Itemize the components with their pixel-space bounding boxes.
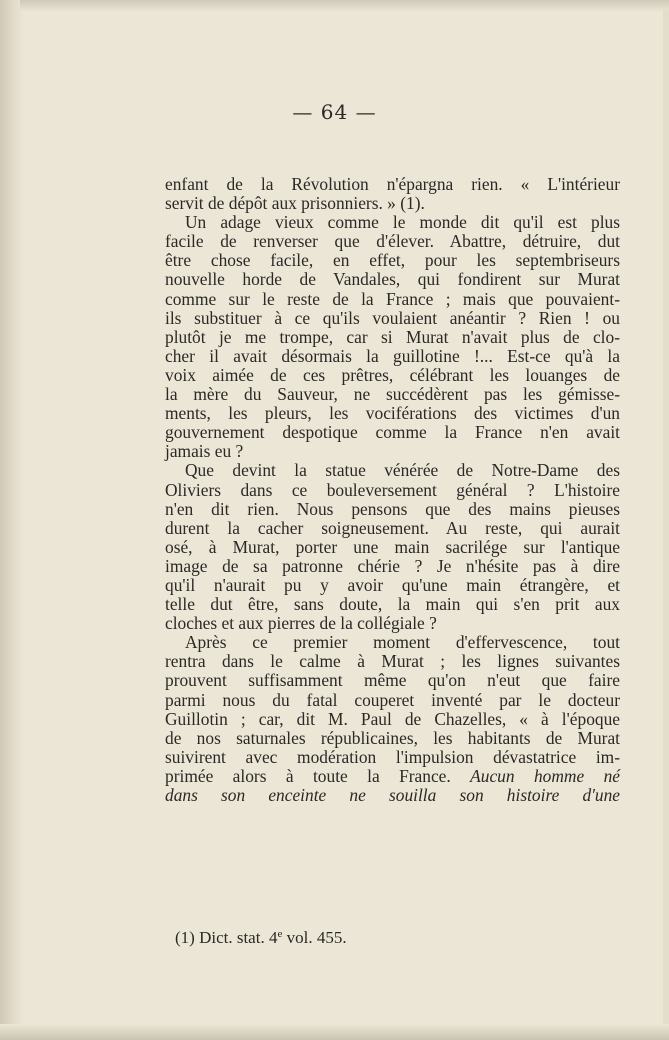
text-line: ments, les pleurs, les vociférations des victimes d'un xyxy=(165,403,620,424)
page-top-edge xyxy=(20,0,669,12)
text-line: rentra dans le calme à Murat ; les lignes suivantes xyxy=(165,651,620,672)
text-line: Un adage vieux comme le monde dit qu'il est plus xyxy=(185,212,620,233)
text-line-mixed xyxy=(165,767,620,786)
text-line: Guillotin ; car, dit M. Paul de Chazelles, « à l'époque xyxy=(165,708,620,729)
text-line: Après ce premier moment d'effervescence, tout xyxy=(185,632,620,653)
text-line: enfant de la Révolution n'épargna rien. « L'intérieur xyxy=(165,174,620,194)
text-line: qu'il n'aurait pu y avoir qu'une main étrangère, et xyxy=(165,574,620,595)
text-line: cher il avait désormais la guillotine !... Est-ce qu'à la xyxy=(165,345,620,366)
footnote-text: (1) Dict. stat. 4 xyxy=(175,928,278,947)
footnote-suffix: vol. 455. xyxy=(282,928,347,947)
text-line: facile de renverser que d'élever. Abattre, détruire, dut xyxy=(165,231,620,252)
text-line-italic xyxy=(165,786,620,805)
text-line: comme sur le reste de la France ; mais que pouvaient- xyxy=(165,288,620,309)
text-line: nouvelle horde de Vandales, qui fondirent sur Murat xyxy=(165,269,620,290)
text-line: la mère du Sauveur, ne succédèrent pas les gémisse- xyxy=(165,384,620,405)
page-spine-shadow xyxy=(0,0,24,1040)
italic-segment: dans son enceinte ne souilla son histoire d'une xyxy=(165,785,620,805)
text-line: telle dut être, sans doute, la main qui s'en prit aux xyxy=(165,594,620,615)
text-line: gouvernement despotique comme la France n'en avait xyxy=(165,422,620,443)
page-number: — 64 — xyxy=(292,100,377,124)
italic-segment: Aucun homme né xyxy=(470,765,620,786)
text-line: parmi nous du fatal couperet inventé par le docteur xyxy=(165,689,620,710)
text-line: de nos saturnales républicaines, les habitants de Murat xyxy=(165,727,620,748)
text-line: Oliviers dans ce bouleversement général ? L'histoire xyxy=(165,479,620,500)
text-line: image de sa patronne chérie ? Je n'hésite pas à dire xyxy=(165,555,620,576)
text-line: voix aimée de ces prêtres, célébrant les louanges de xyxy=(165,364,620,385)
body-text xyxy=(165,175,620,805)
text-line: durent la cacher soigneusement. Au reste, qui aurait xyxy=(165,517,620,538)
text-line: prouvent suffisamment même qu'on n'eut que faire xyxy=(165,670,620,691)
text-line: être chose facile, en effet, pour les septembriseurs xyxy=(165,250,620,271)
text-line: cloches et aux pierres de la collégiale ? xyxy=(165,613,437,634)
footnote xyxy=(175,928,347,948)
text-segment: primée alors à toute la France. xyxy=(165,765,451,786)
text-line: servit de dépôt aux prisonniers. » (1). xyxy=(165,193,425,214)
text-line: n'en dit rien. Nous pensons que des mains pieuses xyxy=(165,498,620,519)
text-line: plutôt je me trompe, car si Murat n'avait plus de clo- xyxy=(165,326,620,347)
text-line: osé, à Murat, porter une main sacrilége sur l'antique xyxy=(165,536,620,557)
page-bottom-edge xyxy=(0,1024,669,1040)
page-right-edge xyxy=(663,10,669,1030)
text-line: ils substituer à ce qu'ils voulaient anéantir ? Rien ! ou xyxy=(165,307,620,328)
text-line: Que devint la statue vénérée de Notre-Dame des xyxy=(185,460,620,481)
footnote-superscript: e xyxy=(277,928,283,940)
text-line: jamais eu ? xyxy=(165,441,244,462)
text-line: suivirent avec modération l'impulsion dévastatrice im- xyxy=(165,746,620,767)
